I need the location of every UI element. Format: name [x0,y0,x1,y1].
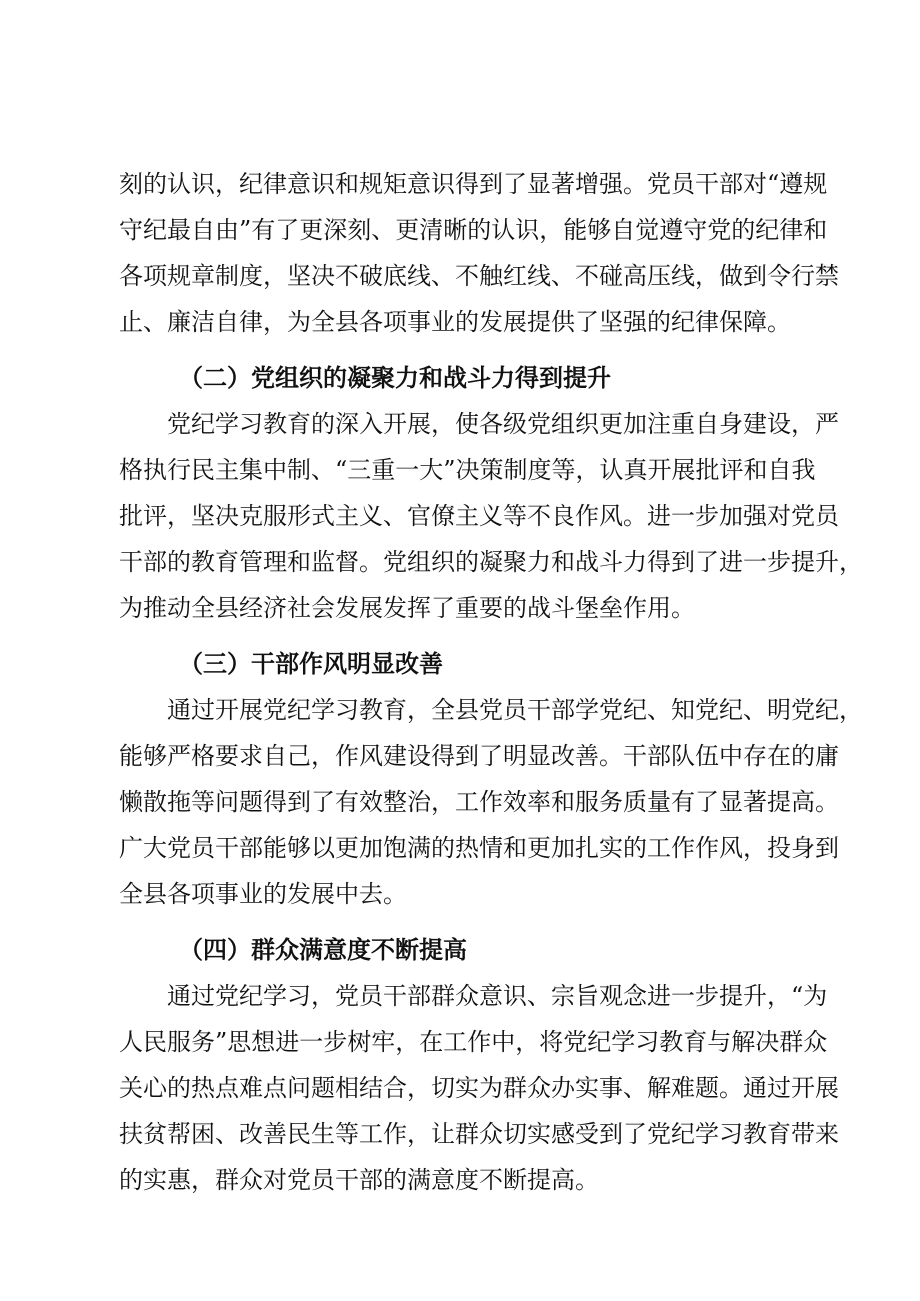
text-line: 广大党员干部能够以更加饱满的热情和更加扎实的工作作风，投身到 [119,834,839,862]
text-line: 各项规章制度，坚决不破底线、不触红线、不碰高压线，做到令行禁 [119,262,839,290]
text-line: 人民服务”思想进一步树牢，在工作中，将党纪学习教育与解决群众 [119,1028,828,1056]
text-line: 党纪学习教育的深入开展，使各级党组织更加注重自身建设，严 [167,410,839,438]
text-line: 能够严格要求自己，作风建设得到了明显改善。干部队伍中存在的庸 [119,742,839,770]
section-heading-3: （三）干部作风明显改善 [179,650,443,678]
text-line: 为推动全县经济社会发展发挥了重要的战斗堡垒作用。 [119,594,695,622]
text-line: 干部的教育管理和监督。党组织的凝聚力和战斗力得到了进一步提升， [119,548,863,576]
text-line: 懒散拖等问题得到了有效整治，工作效率和服务质量有了显著提高。 [119,788,839,816]
section-heading-2: （二）党组织的凝聚力和战斗力得到提升 [179,364,611,392]
text-line: 关心的热点难点问题相结合，切实为群众办实事、解难题。通过开展 [119,1074,839,1102]
text-line: 刻的认识，纪律意识和规矩意识得到了显著增强。党员干部对“遵规 [119,170,828,198]
paragraph-continued [119,161,839,345]
text-line: 扶贫帮困、改善民生等工作，让群众切实感受到了党纪学习教育带来 [119,1120,839,1148]
document-body [119,161,863,1203]
text-line: 守纪最自由”有了更深刻、更清晰的认识，能够自觉遵守党的纪律和 [119,216,828,244]
section-4-paragraph [119,973,839,1203]
section-heading-4: （四）群众满意度不断提高 [179,936,467,964]
text-line: 格执行民主集中制、“三重一大”决策制度等，认真开展批评和自我 [119,456,816,484]
text-line: 的实惠，群众对党员干部的满意度不断提高。 [119,1166,599,1194]
section-2-paragraph [119,401,863,631]
text-line: 通过开展党纪学习教育，全县党员干部学党纪、知党纪、明党纪， [167,696,863,724]
text-line: 全县各项事业的发展中去。 [119,880,407,908]
text-line: 止、廉洁自律，为全县各项事业的发展提供了坚强的纪律保障。 [119,308,791,336]
section-3-paragraph [119,687,863,917]
text-line: 批评，坚决克服形式主义、官僚主义等不良作风。进一步加强对党员 [119,502,839,530]
text-line: 通过党纪学习，党员干部群众意识、宗旨观念进一步提升，“为 [167,982,828,1010]
